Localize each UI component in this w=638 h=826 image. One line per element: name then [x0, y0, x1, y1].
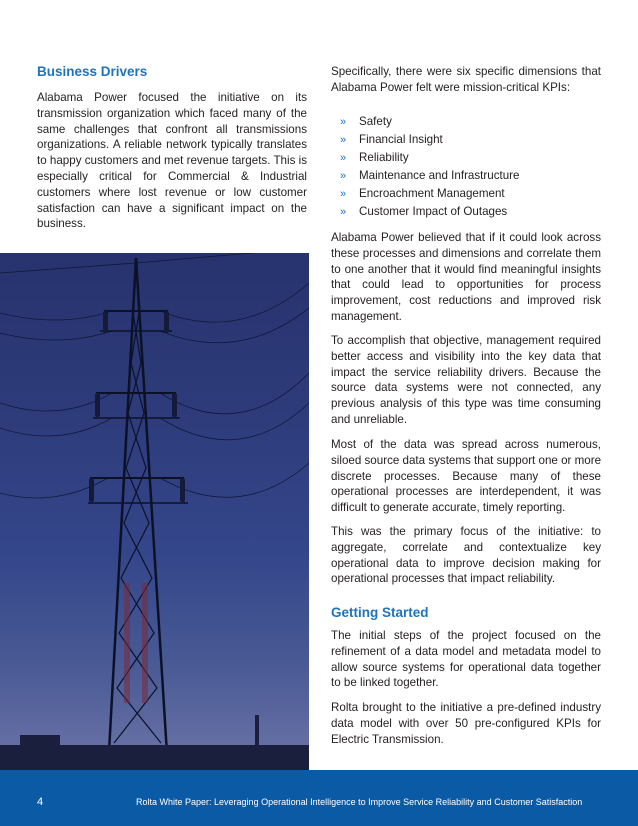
business-drivers-paragraph: Alabama Power focused the initiative on its transmission organization which faced many of the same challenges that confront all transmissions organizations. A reliable network typically translates to happy customers and met revenue targets. This is especially critical for Commercial & Industrial customers where lost revenue or low customer satisfaction can have a significant impact on the business.: [37, 91, 307, 231]
list-item: [340, 203, 610, 221]
paragraph-siloed-data: Most of the data was spread across numerous, siloed source data systems that support one or more discrete processes. Because many of these operational processes are interdependent, it was difficult to generate accurate, timely reporting.: [331, 438, 602, 515]
list-item-label: Maintenance and Infrastructure: [359, 169, 520, 182]
page-number: 4: [37, 796, 44, 808]
list-item: [340, 149, 610, 167]
paragraph-primary-focus: This was the primary focus of the initiative: to aggregate, correlate and contextualize key operational data to improve decision making for operational processes that impact reliability.: [331, 525, 601, 586]
paragraph-objective: To accomplish that objective, management required better access and visibility into the key data that impact the service reliability drivers. Because the source data systems were not connected, any previous analysis of this type was time consuming and unreliable.: [331, 334, 601, 426]
dimensions-intro: Specifically, there were six specific dimensions that Alabama Power felt were mission-critical KPIs:: [331, 65, 601, 94]
footer-title: Rolta White Paper: Leveraging Operational Intelligence to Improve Service Reliability and Customer Satisfaction: [136, 797, 583, 807]
chevron-right-icon: »: [340, 152, 347, 164]
list-item-label: Safety: [359, 115, 392, 128]
getting-started-paragraph-1: The initial steps of the project focused on the refinement of a data model and metadata model to allow source systems for operational data together to be linked together.: [331, 629, 601, 690]
kpi-dimension-list: [340, 113, 610, 221]
footer-bar: [0, 770, 638, 826]
list-item: [340, 131, 610, 149]
chevron-right-icon: »: [340, 206, 347, 218]
paragraph-insights: Alabama Power believed that if it could look across these processes and dimensions and correlate them to one another that it would find meaningful insights that could lead to opportunities for process improvement, cost reductions and improved risk management.: [331, 231, 601, 323]
list-item: [340, 185, 610, 203]
business-drivers-heading: Business Drivers: [37, 64, 148, 79]
getting-started-heading: Getting Started: [331, 605, 429, 620]
getting-started-paragraph-2: Rolta brought to the initiative a pre-defined industry data model with over 50 pre-configured KPIs for Electric Transmission.: [331, 701, 601, 746]
list-item: [340, 167, 610, 185]
transmission-tower-photo: [0, 253, 309, 770]
list-item-label: Reliability: [359, 151, 409, 164]
list-item: [340, 113, 610, 131]
chevron-right-icon: »: [340, 116, 347, 128]
chevron-right-icon: »: [340, 134, 347, 146]
chevron-right-icon: »: [340, 188, 347, 200]
chevron-right-icon: »: [340, 170, 347, 182]
list-item-label: Encroachment Management: [359, 187, 505, 200]
list-item-label: Customer Impact of Outages: [359, 205, 508, 218]
transmission-tower-illustration: [0, 253, 309, 770]
list-item-label: Financial Insight: [359, 133, 443, 146]
